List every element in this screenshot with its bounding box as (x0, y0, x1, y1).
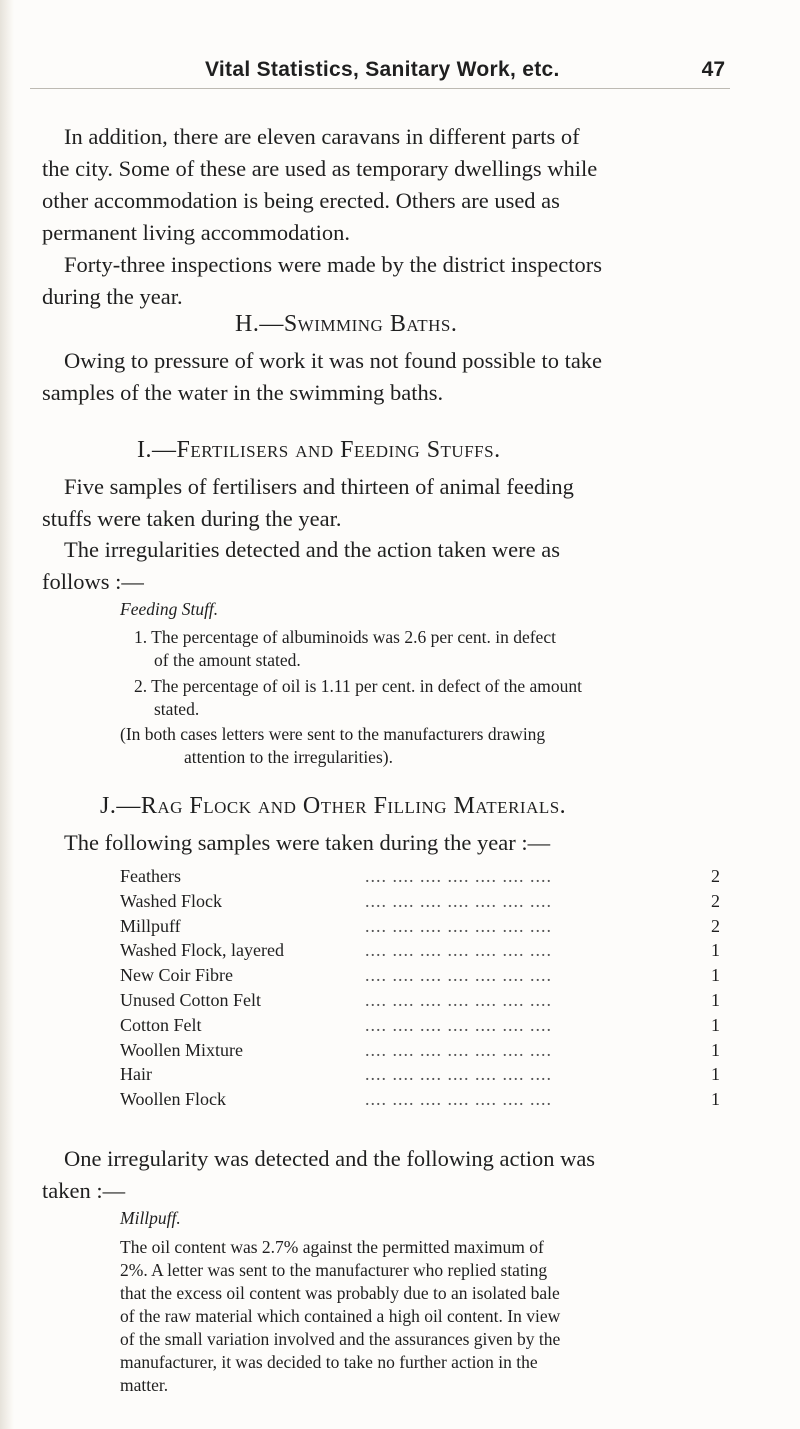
page-number: 47 (701, 58, 725, 81)
sample-count: 2 (711, 890, 720, 911)
sample-label: Cotton Felt (120, 1014, 202, 1035)
sample-row (120, 1015, 720, 1040)
text-line: that the excess oil content was probably due to an isolated bale (120, 1283, 560, 1303)
millpuff-action (120, 1236, 725, 1397)
feeding-item-2 (120, 675, 582, 721)
sample-row (120, 940, 720, 965)
page-spine-shadow (0, 0, 14, 1429)
text-line: other accommodation is being erected. Others are used as (42, 188, 560, 213)
millpuff-subhead: Millpuff. (120, 1208, 181, 1228)
leader-dots: .... .... .... .... .... .... .... (365, 866, 552, 886)
rag-flock-heading: J.—Rag Flock and Other Filling Materials. (100, 793, 567, 819)
text-line: 1. The percentage of albuminoids was 2.6 per cent. in defect (134, 627, 556, 647)
sample-label: Washed Flock, layered (120, 940, 284, 961)
sample-label: Hair (120, 1064, 152, 1085)
sample-count: 2 (711, 866, 720, 886)
text-line: manufacturer, it was decided to take no further action in the (120, 1352, 538, 1372)
sample-row (120, 866, 720, 891)
text-line: 2. The percentage of oil is 1.11 per cent. in defect of the amount (134, 676, 583, 696)
feeding-stuff-subhead: Feeding Stuff. (120, 599, 219, 619)
sample-count: 1 (711, 1014, 720, 1035)
text-line: the city. Some of these are used as temporary dwellings while (42, 156, 598, 181)
header-title: Vital Statistics, Sanitary Work, etc. (205, 58, 560, 81)
sample-row (120, 965, 720, 990)
leader-dots: .... .... .... .... .... .... .... (365, 940, 552, 961)
sample-label: Woollen Mixture (120, 1039, 244, 1060)
leader-dots: .... .... .... .... .... .... .... (365, 1014, 552, 1035)
text-line: follows :— (42, 569, 144, 594)
text-line: Five samples of fertilisers and thirteen of animal feeding (64, 474, 574, 499)
sample-count: 1 (711, 1064, 720, 1085)
text-line: permanent living accommodation. (42, 220, 351, 245)
text-line: The oil content was 2.7% against the permitted maximum of (120, 1237, 544, 1257)
leader-dots: .... .... .... .... .... .... .... (365, 989, 552, 1010)
sample-row (120, 916, 720, 941)
sample-row (120, 1040, 720, 1065)
feeding-note (120, 723, 720, 769)
sample-row (120, 1089, 720, 1114)
inspections-paragraph (42, 249, 727, 313)
text-line: One irregularity was detected and the following action was (64, 1146, 596, 1171)
text-line: samples of the water in the swimming baths. (42, 380, 444, 405)
samples-list (120, 866, 720, 1114)
text-line: 2%. A letter was sent to the manufacturer who replied stating (120, 1260, 548, 1280)
text-line: stated. (154, 699, 200, 719)
rag-flock-intro (42, 827, 727, 859)
irregularity-paragraph (42, 1143, 727, 1207)
leader-dots: .... .... .... .... .... .... .... (365, 890, 552, 911)
leader-dots: .... .... .... .... .... .... .... (365, 965, 552, 986)
sample-label: Woollen Flock (120, 1089, 227, 1110)
sample-row (120, 1064, 720, 1089)
text-line: In addition, there are eleven caravans in different parts of (64, 124, 580, 149)
sample-row (120, 891, 720, 916)
swimming-baths-heading: H.—Swimming Baths. (235, 311, 458, 337)
text-line: The following samples were taken during the year :— (64, 830, 551, 855)
sample-label: Millpuff (120, 915, 181, 936)
swimming-paragraph (42, 345, 727, 409)
leader-dots: .... .... .... .... .... .... .... (365, 915, 552, 936)
sample-count: 2 (711, 915, 720, 936)
text-line: of the small variation involved and the assurances given by the (120, 1329, 561, 1349)
feeding-item-1 (120, 626, 556, 672)
text-line: during the year. (42, 284, 183, 309)
sample-label: Feathers (120, 866, 181, 886)
text-line: taken :— (42, 1178, 126, 1203)
fertilisers-paragraph (42, 471, 727, 535)
sample-count: 1 (711, 1089, 720, 1110)
running-header (95, 58, 725, 88)
leader-dots: .... .... .... .... .... .... .... (365, 1039, 552, 1060)
sample-count: 1 (711, 1039, 720, 1060)
sample-count: 1 (711, 965, 720, 986)
sample-label: Washed Flock (120, 890, 223, 911)
text-line: Owing to pressure of work it was not found possible to take (64, 348, 603, 373)
leader-dots: .... .... .... .... .... .... .... (365, 1089, 552, 1110)
irregularities-paragraph (42, 534, 727, 598)
sample-label: New Coir Fibre (120, 965, 233, 986)
text-line: of the amount stated. (154, 650, 301, 670)
text-line: stuffs were taken during the year. (42, 506, 342, 531)
text-line: The irregularities detected and the action taken were as (64, 537, 561, 562)
text-line: Forty-three inspections were made by the district inspectors (64, 252, 602, 277)
sample-label: Unused Cotton Felt (120, 989, 262, 1010)
sample-count: 1 (711, 940, 720, 961)
fertilisers-heading: I.—Fertilisers and Feeding Stuffs. (137, 437, 501, 463)
caravans-paragraph (42, 121, 727, 249)
sample-row (120, 990, 720, 1015)
text-line: matter. (120, 1375, 169, 1395)
text-line: (In both cases letters were sent to the manufacturers drawing (120, 724, 546, 744)
sample-count: 1 (711, 989, 720, 1010)
text-line: of the raw material which contained a high oil content. In view (120, 1306, 561, 1326)
header-rule (30, 88, 730, 89)
leader-dots: .... .... .... .... .... .... .... (365, 1064, 552, 1085)
text-line: attention to the irregularities). (184, 747, 393, 767)
